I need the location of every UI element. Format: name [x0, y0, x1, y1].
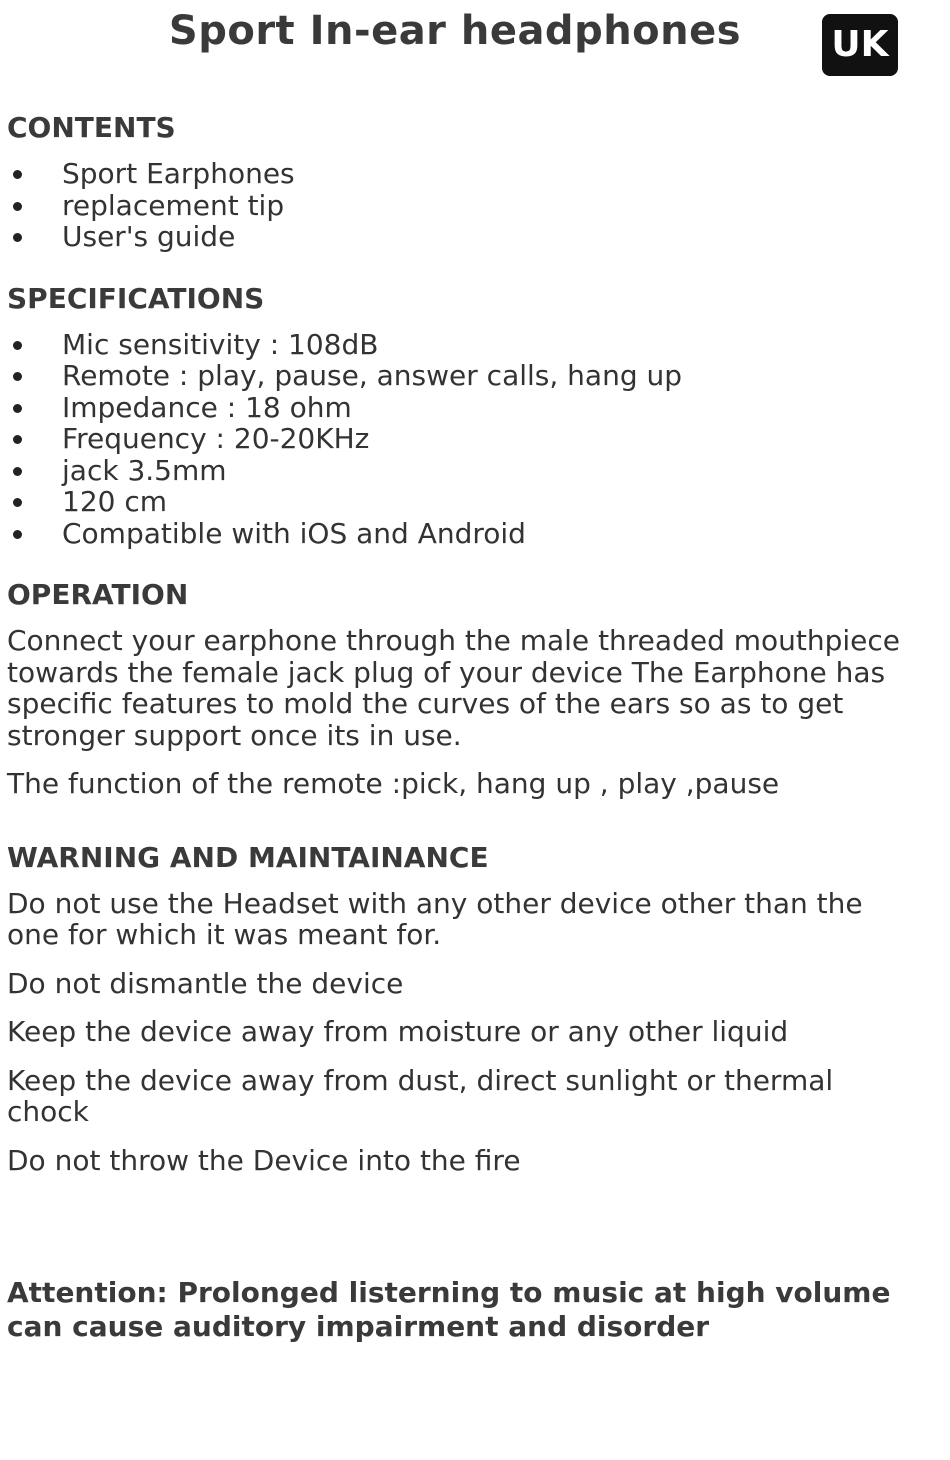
- contents-section: [7, 110, 907, 253]
- spec-item: Compatible with iOS and Android: [7, 518, 907, 550]
- operation-heading: OPERATION: [7, 578, 189, 611]
- warning-paragraph: Do not dismantle the device: [7, 966, 404, 1000]
- spec-item: Impedance : 18 ohm: [7, 392, 907, 424]
- spec-item: 120 cm: [7, 486, 907, 518]
- uk-badge: UK: [822, 14, 898, 76]
- contents-list: [7, 158, 907, 253]
- warning-section: [7, 840, 907, 1177]
- contents-item: User's guide: [7, 221, 907, 253]
- operation-paragraph: Connect your earphone through the male threaded mouthpiece towards the female jack plug of your device The Earphone has specific features to mold the curves of the ears so as to get stronger support once its in use.: [7, 624, 901, 752]
- attention-notice: Attention: Prolonged listerning to music at high volume can cause auditory impairment and disorder: [7, 1276, 891, 1343]
- contents-item: Sport Earphones: [7, 158, 907, 190]
- spec-item: Mic sensitivity : 108dB: [7, 329, 907, 361]
- contents-heading: CONTENTS: [7, 111, 176, 144]
- warning-paragraph: Do not use the Headset with any other device other than the one for which it was meant for.: [7, 886, 863, 951]
- spec-item: Frequency : 20-20KHz: [7, 423, 907, 455]
- contents-item: replacement tip: [7, 190, 907, 222]
- warning-paragraph: Keep the device away from moisture or any other liquid: [7, 1015, 789, 1048]
- spec-item: Remote : play, pause, answer calls, hang up: [7, 360, 907, 392]
- specifications-list: [7, 329, 907, 550]
- warning-paragraph: Do not throw the Device into the fire: [7, 1143, 521, 1177]
- page-title: Sport In-ear headphones: [168, 8, 742, 54]
- document-body: [7, 110, 907, 1344]
- warning-heading: WARNING AND MAINTAINANCE: [7, 840, 489, 874]
- specifications-section: [7, 281, 907, 550]
- specifications-heading: SPECIFICATIONS: [7, 281, 265, 315]
- operation-section: [7, 577, 907, 800]
- operation-paragraph: The function of the remote :pick, hang up , play ,pause: [7, 767, 780, 800]
- warning-paragraph: Keep the device away from dust, direct sunlight or thermal chock: [7, 1063, 834, 1128]
- spec-item: jack 3.5mm: [7, 455, 907, 487]
